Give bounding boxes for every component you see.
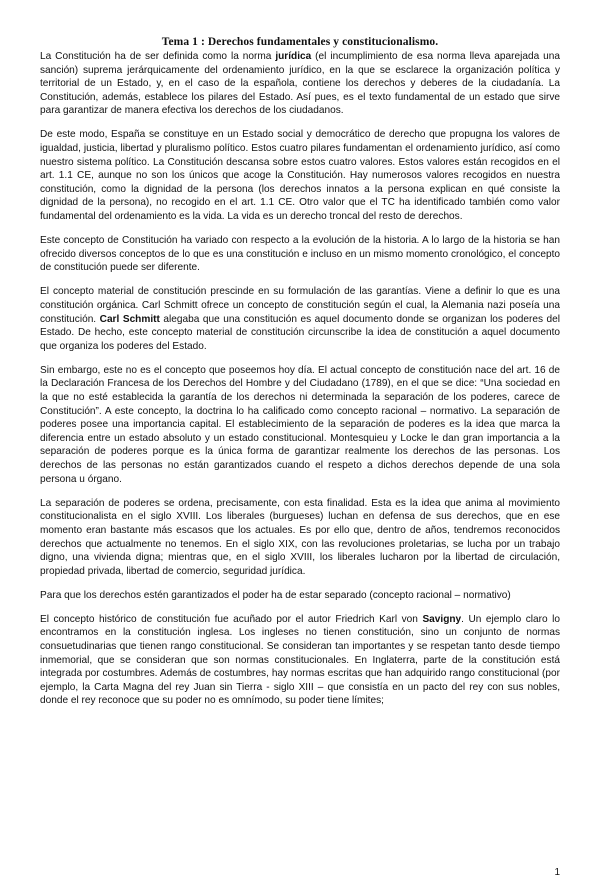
- page-title: Tema 1 : Derechos fundamentales y constitucionalismo.: [161, 36, 439, 48]
- paragraph-8-text-c: . Un ejemplo claro lo encontramos en la constitución inglesa. Los ingleses no tienen constitución, sino un conjunto de normas consuetudinarias que tienen rango constitucional. Se consideran tan importantes y se respetan tanto desde tiempo inmemorial, que se consideran que son normas constitucionales. En Inglaterra, parte de la constitución está integrada por costumbres. Además de costumbres, hay normas escritas que han adquirido rango constitucional (por ejemplo, la Carta Magna del rey Juan sin Tierra - siglo XIII – que consistía en un pacto del rey con sus nobles, donde el rey reconoce que su poder no es omnímodo, su poder tiene límites;: [40, 613, 560, 707]
- paragraph-8: [40, 613, 560, 708]
- page-number: 1: [554, 867, 560, 878]
- paragraph-5: Sin embargo, este no es el concepto que poseemos hoy día. El actual concepto de constitución nace del art. 16 de la Declaración Francesa de los Derechos del Hombre y del Ciudadano (1789), en el que se dice: “Una sociedad en la que no esté establecida la garantía de los derechos ni determinada la separación de los poderes, carece de Constitución”. A este concepto, la doctrina lo ha calificado como concepto racional – normativo. La separación de poderes posee una importancia capital. El establecimiento de la separación de poderes es la idea que marca la diferencia entre un estado absoluto y un estado constitucional. Montesquieu y Locke le dan gran importancia a la separación de poderes porque es la única forma de garantizar realmente los derechos de las personas. Los derechos de las personas no están garantizados cuando el respeto a dichos derechos depende de una sola persona u órgano.: [40, 364, 560, 485]
- paragraph-3: Este concepto de Constitución ha variado con respecto a la evolución de la historia. A lo largo de la historia se han ofrecido diversos conceptos de lo que es una constitución e incluso en un mismo momento cronológico, el concepto de constitución puede ser diferente.: [40, 235, 560, 274]
- paragraph-8-bold: Savigny: [422, 613, 462, 625]
- paragraph-2: De este modo, España se constituye en un Estado social y democrático de derecho que propugna los valores de igualdad, justicia, libertad y pluralismo político. Estos cuatro pilares fundamentan el ordenamiento jurídico, así como nuestro sistema político. La Constitución descansa sobre estos cuatro valores. Estos valores están recogidos en el art. 1.1 CE, aunque no son los únicos que acoge la Constitución. Hay numerosos valores recogidos en nuestra constitución, como la dignidad de la persona (los derechos innatos a la persona explican en qué consiste la dignidad de la persona), no recogido en el art. 1.1 CE. Otro valor que el TC ha identificado también como valor fundamental del ordenamiento es la vida. La vida es un derecho troncal del resto de derechos.: [40, 129, 560, 223]
- paragraph-1: [40, 50, 560, 118]
- paragraph-1-bold: jurídica: [275, 51, 312, 62]
- paragraph-4-text-a: El concepto material de constitución prescinde en su formulación de las garantías. Viene a definir lo que es una constitución orgánica. Carl Schmitt ofrece un concepto de constitución según el cual, la Alemania nazi poseía una constitución.: [40, 286, 560, 325]
- paragraph-7: Para que los derechos estén garantizados el poder ha de estar separado (concepto racional – normativo): [40, 589, 511, 601]
- paragraph-4: [40, 285, 560, 353]
- paragraph-1-text-c: (el incumplimiento de esa norma lleva aparejada una sanción) suprema jerárquicamente del ordenamiento jurídico, en la que se esclarece la organización política y territorial de un Estado, y, en el caso de la española, contiene los derechos y deberes de la ciudadanía. La Constitución, además, establece los pilares del Estado. Así pues, es el texto fundamental de un estado que sirve para garantizar de manera efectiva los derechos de los ciudadanos.: [40, 51, 560, 117]
- paragraph-8-text-a: El concepto histórico de constitución fue acuñado por el autor Friedrich Karl von: [40, 613, 423, 625]
- paragraph-6: La separación de poderes se ordena, precisamente, con esta finalidad. Esta es la idea que anima al movimiento constitucionalista en el siglo XVIII. Los liberales (burgueses) luchan en defensa de sus derechos, que en ese momento eran bastante más escasos que los actuales. Es por ello que, dentro de años, tendremos reconocidos derechos que actualmente no tenemos. En el siglo XIX, con las revoluciones proletarias, se lucha por un trabajo digno, una vivienda digna; mientras que, en el siglo XVIII, los liberales lucharon por la libertad de circulación, propiedad privada, libertad de comercio, seguridad jurídica.: [40, 497, 560, 577]
- document-page: [0, 36, 600, 884]
- paragraph-4-text-c: alegaba que una constitución es aquel documento donde se organizan los poderes del Estado. De hecho, este concepto material de constitución circunscribe la idea de constitución a aquel documento que organiza los poderes del Estado.: [40, 313, 560, 352]
- paragraph-4-bold: Carl Schmitt: [99, 313, 160, 325]
- paragraph-1-text-a: La Constitución ha de ser definida como la norma: [40, 51, 276, 62]
